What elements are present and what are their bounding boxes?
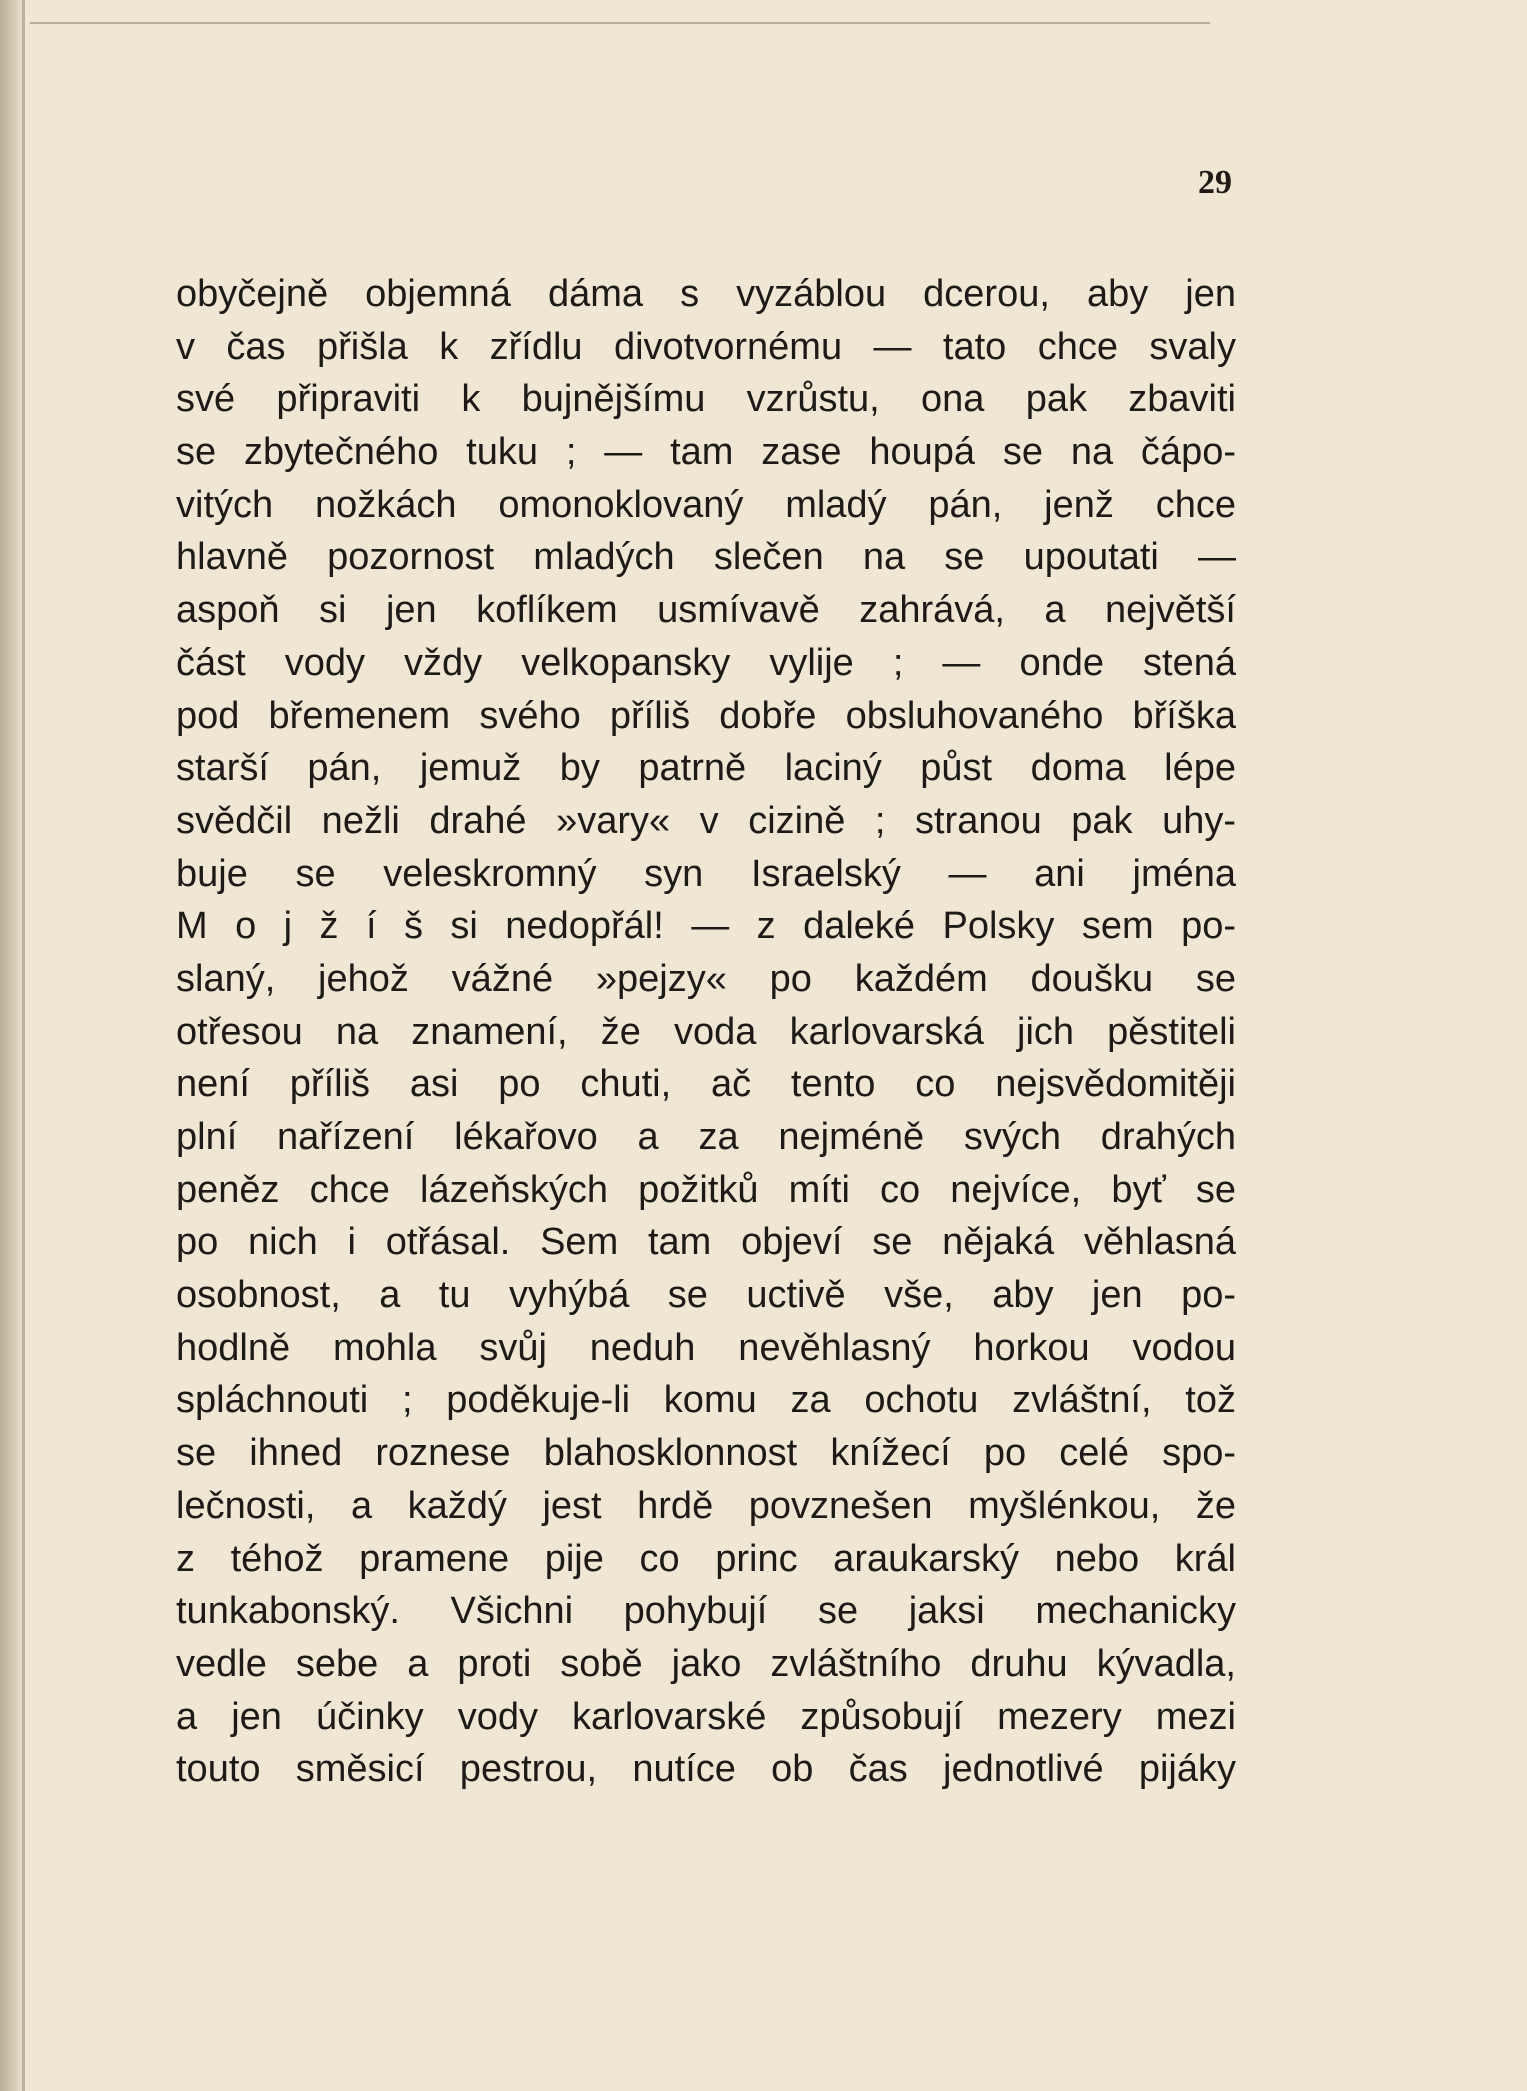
text-line: v čas přišla k zřídlu divotvornému — tato chce svaly [176,325,1236,368]
text-line: není příliš asi po chuti, ač tento co nejsvědomitěji [176,1063,1236,1106]
text-line: peněz chce lázeňských požitků míti co nejvíce, byť se [176,1168,1236,1211]
text-line: lečnosti, a každý jest hrdě povznešen myšlénkou, že [176,1484,1236,1527]
text-line: hodlně mohla svůj neduh nevěhlasný horkou vodou [176,1326,1236,1369]
text-line: slaný, jehož vážné »pejzy« po každém doušku se [176,957,1236,1000]
page-top-edge [30,22,1210,24]
text-line: osobnost, a tu vyhýbá se uctivě vše, aby jen po- [176,1274,1236,1317]
text-line: spláchnouti ; poděkuje-li komu za ochotu zvláštní, tož [176,1379,1236,1422]
text-line: aspoň si jen koflíkem usmívavě zahrává, a největší [176,589,1236,632]
text-line: otřesou na znamení, že voda karlovarská jich pěstiteli [176,1010,1236,1053]
text-line: hlavně pozornost mladých slečen na se upoutati — [176,536,1236,579]
text-line: po nich i otřásal. Sem tam objeví se nějaká věhlasná [176,1221,1236,1264]
text-line: starší pán, jemuž by patrně laciný půst doma lépe [176,747,1236,790]
text-line: část vody vždy velkopansky vylije ; — onde stená [176,641,1236,684]
text-line: buje se veleskromný syn Israelský — ani jména [176,852,1236,895]
text-line: a jen účinky vody karlovarské způsobují mezery mezi [176,1695,1236,1738]
page-number: 29 [1198,164,1232,201]
text-line: M o j ž í š si nedopřál! — z daleké Polsky sem po- [176,905,1236,948]
text-line: své připraviti k bujnějšímu vzrůstu, ona pak zbaviti [176,378,1236,421]
text-line: tunkabonský. Všichni pohybují se jaksi mechanicky [176,1590,1236,1633]
page-binding-edge [0,0,22,2091]
text-line: obyčejně objemná dáma s vyzáblou dcerou, aby jen [176,273,1236,315]
text-line: z téhož pramene pije co princ araukarský nebo král [176,1537,1236,1580]
text-line: se ihned roznese blahosklonnost knížecí po celé spo- [176,1432,1236,1475]
binding-shadow-line [22,0,25,2091]
text-line: touto směsicí pestrou, nutíce ob čas jednotlivé pijáky [176,1748,1236,1791]
text-line: pod břemenem svého příliš dobře obsluhovaného bříška [176,694,1236,737]
text-line: vitých nožkách omonoklovaný mladý pán, jenž chce [176,483,1236,526]
text-line: plní nařízení lékařovo a za nejméně svých drahých [176,1116,1236,1158]
text-line: vedle sebe a proti sobě jako zvláštního druhu kývadla, [176,1642,1236,1685]
text-line: se zbytečného tuku ; — tam zase houpá se na čápo- [176,431,1236,474]
body-text [176,268,1236,1796]
text-line: svědčil nežli drahé »vary« v cizině ; stranou pak uhy- [176,799,1236,842]
